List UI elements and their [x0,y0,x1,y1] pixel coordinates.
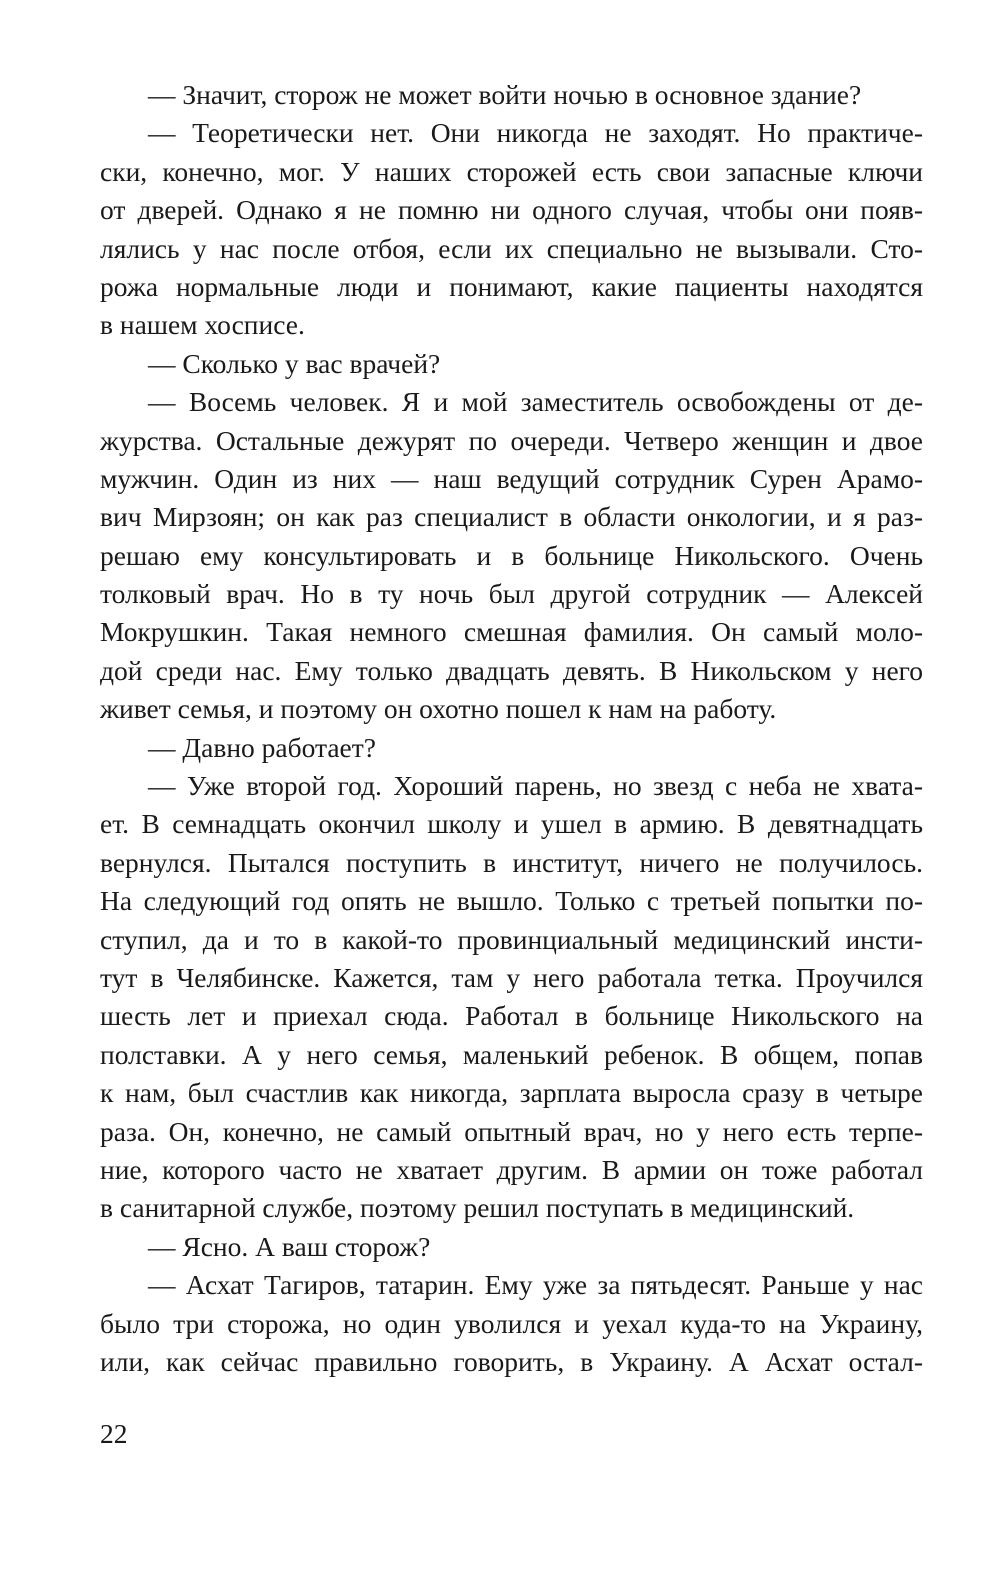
text-line: в нашем хосписе. [100,309,305,341]
page-text [100,76,923,1381]
text-line: было три сторожа, но один уволился и уехал куда-то на Украину, [100,1307,923,1339]
text-line: — Уже второй год. Хороший парень, но звезд с неба не хвата- [148,770,923,802]
text-line: тут в Челябинске. Кажется, там у него работала тетка. Проучился [100,961,923,993]
text-line: — Сколько у вас врачей? [148,347,441,379]
text-line: рожа нормальные люди и понимают, какие пациенты находятся [100,270,923,302]
text-line: дой среди нас. Ему только двадцать девять. В Никольском у него [100,654,923,686]
text-line: На следующий год опять не вышло. Только с третьей попытки по- [100,885,923,917]
text-line: — Теоретически нет. Они никогда не заходят. Но практиче- [148,117,923,149]
page-number: 22 [100,1418,128,1449]
text-line: — Ясно. А ваш сторож? [148,1230,431,1262]
text-line: Мокрушкин. Такая немного смешная фамилия. Он самый моло- [100,616,923,648]
text-line: — Асхат Тагиров, татарин. Ему уже за пятьдесят. Раньше у нас [148,1269,923,1301]
text-line: — Давно работает? [148,731,376,763]
text-line: в санитарной службе, поэтому решил поступать в медицинский. [100,1192,855,1224]
text-line: — Восемь человек. Я и мой заместитель освобождены от де- [148,386,923,418]
text-line: вич Мирзоян; он как раз специалист в области онкологии, и я раз- [100,501,923,533]
text-line: — Значит, сторож не может войти ночью в основное здание? [148,79,862,110]
text-line: полставки. А у него семья, маленький ребенок. В общем, попав [100,1038,923,1070]
text-line: от дверей. Однако я не помню ни одного случая, чтобы они появ- [100,194,923,226]
text-line: лялись у нас после отбоя, если их специально не вызывали. Сто- [100,232,923,264]
text-line: шесть лет и приехал сюда. Работал в больнице Никольского на [100,1000,923,1032]
text-line: ступил, да и то в какой-то провинциальный медицинский инсти- [100,923,923,955]
text-line: мужчин. Один из них — наш ведущий сотрудник Сурен Арамо- [100,462,923,494]
text-line: или, как сейчас правильно говорить, в Украину. А Асхат остал- [100,1345,923,1377]
text-line: толковый врач. Но в ту ночь был другой сотрудник — Алексей [100,578,923,610]
text-line: ски, конечно, мог. У наших сторожей есть свои запасные ключи [100,155,923,187]
text-line: решаю ему консультировать и в больнице Никольского. Очень [100,539,923,571]
text-line: журства. Остальные дежурят по очереди. Четверо женщин и двое [100,424,923,456]
text-line: ет. В семнадцать окончил школу и ушел в армию. В девятнадцать [100,808,923,840]
text-line: раза. Он, конечно, не самый опытный врач, но у него есть терпе- [100,1115,923,1147]
text-line: к нам, был счастлив как никогда, зарплата выросла сразу в четыре [100,1077,923,1109]
text-line: ние, которого часто не хватает другим. В армии он тоже работал [100,1153,923,1185]
text-line: вернулся. Пытался поступить в институт, ничего не получилось. [100,846,923,878]
text-line: живет семья, и поэтому он охотно пошел к нам на работу. [100,693,777,725]
